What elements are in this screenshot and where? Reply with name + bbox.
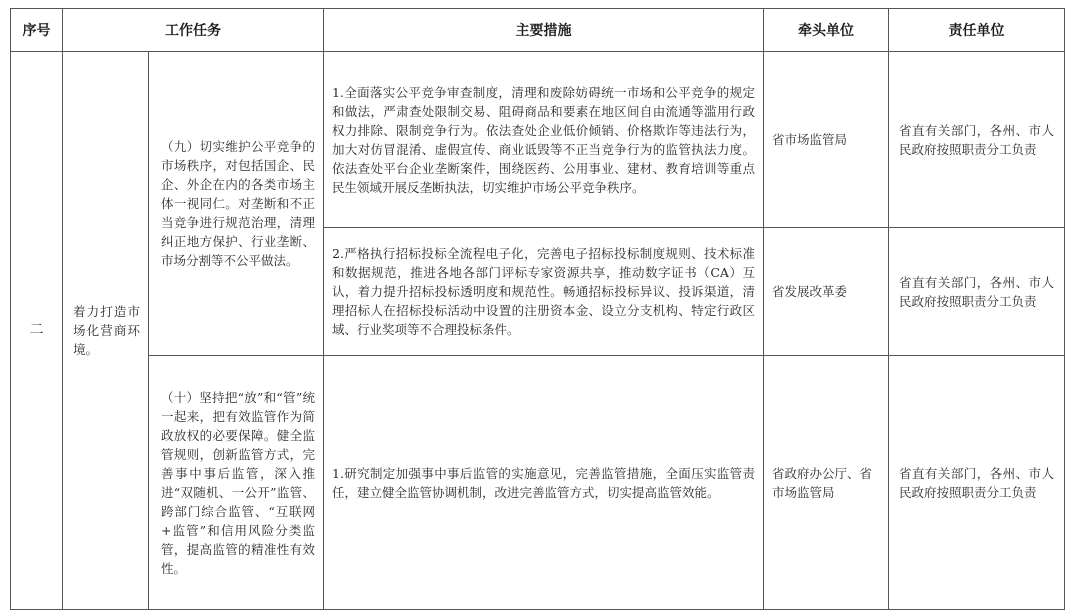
responsible-unit: 省直有关部门，各州、市人民政府按照职责分工负责 (889, 228, 1065, 356)
measure-text: 2.严格执行招标投标全流程电子化，完善电子招标投标制度规则、技术标准和数据规范，推进各地各部门评标专家资源共享，推动数字证书（CA）互认，着力提升招标投标透明度和规范性。畅通招标投标异议、投诉渠道，清理招标人在招标投标活动中设置的注册资本金、设立分支机构、特定行政区域、行业奖项等不合理投标条件。 (324, 228, 764, 356)
lead-unit: 省市场监管局 (764, 52, 889, 228)
table-row (11, 356, 1065, 610)
responsible-unit: 省直有关部门，各州、市人民政府按照职责分工负责 (889, 52, 1065, 228)
section-number: 二 (11, 52, 63, 610)
subtask-text: （九）切实维护公平竞争的市场秩序，对包括国企、民企、外企在内的各类市场主体一视同仁。对垄断和不正当竞争进行规范治理，清理纠正地方保护、行业垄断、市场分割等不公平做法。 (149, 52, 324, 356)
subtask-text: （十）坚持把“放”和“管”统一起来，把有效监管作为简政放权的必要保障。健全监管规则，创新监管方式，完善事中事后监管，深入推进“双随机、一公开”监管、跨部门综合监管、“互联网+监管”和信用风险分类监管，提高监管的精准性有效性。 (149, 356, 324, 610)
header-measures: 主要措施 (324, 9, 764, 52)
section-task: 着力打造市场化营商环境。 (63, 52, 149, 610)
task-table (10, 8, 1065, 610)
header-row (11, 9, 1065, 52)
header-responsible: 责任单位 (889, 9, 1065, 52)
header-lead: 牵头单位 (764, 9, 889, 52)
header-task: 工作任务 (63, 9, 324, 52)
measure-text: 1.研究制定加强事中事后监管的实施意见，完善监管措施，全面压实监管责任，建立健全监管协调机制，改进完善监管方式，切实提高监管效能。 (324, 356, 764, 610)
lead-unit: 省发展改革委 (764, 228, 889, 356)
measure-text: 1.全面落实公平竞争审查制度，清理和废除妨碍统一市场和公平竞争的规定和做法，严肃查处限制交易、阻碍商品和要素在地区间自由流通等滥用行政权力排除、限制竞争行为。依法查处企业低价倾销、价格欺诈等违法行为，加大对仿冒混淆、虚假宣传、商业诋毁等不正当竞争行为的监管执法力度。依法查处平台企业垄断案件，围绕医药、公用事业、建材、教育培训等重点民生领域开展反垄断执法，切实维护市场公平竞争秩序。 (324, 52, 764, 228)
table-row (11, 52, 1065, 228)
header-no: 序号 (11, 9, 63, 52)
responsible-unit: 省直有关部门，各州、市人民政府按照职责分工负责 (889, 356, 1065, 610)
lead-unit: 省政府办公厅、省市场监管局 (764, 356, 889, 610)
